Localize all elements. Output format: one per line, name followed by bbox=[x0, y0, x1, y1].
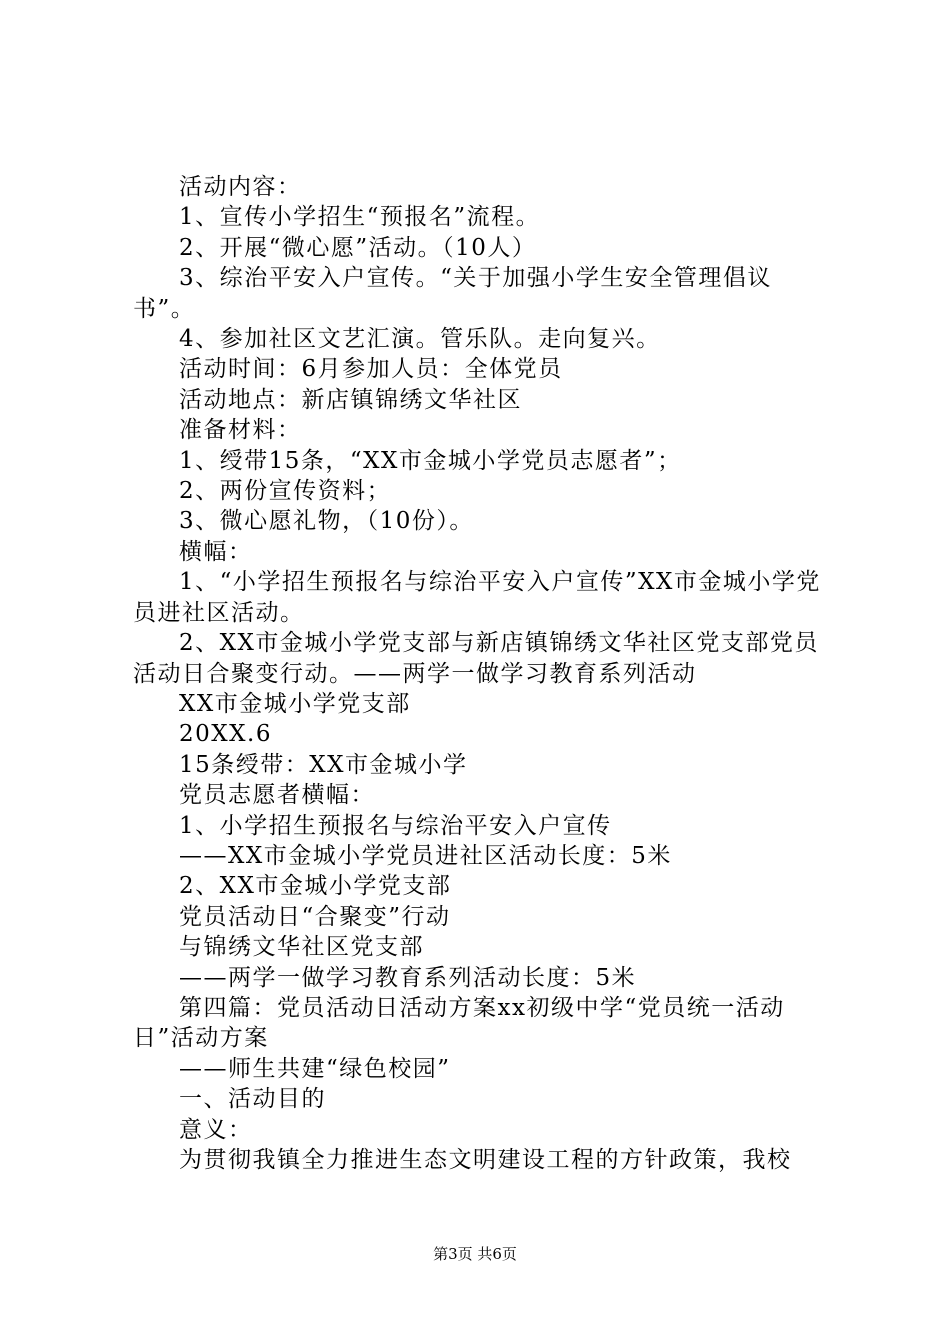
paragraph-banner-2: 2、XX市金城小学党支部与新店镇锦绣文华社区党支部党员活动日合聚变行动。——两学一做学习教育系列活动 bbox=[133, 630, 819, 687]
paragraph-branch-name: XX市金城小学党支部 bbox=[179, 690, 411, 717]
paragraph-volunteer-banner: 党员志愿者横幅： bbox=[179, 782, 375, 809]
paragraph-volunteer-banner-1-length: ——XX市金城小学党员进社区活动长度：5米 bbox=[179, 842, 672, 869]
paragraph-item-3: 3、综治平安入户宣传。“关于加强小学生安全管理倡议书”。 bbox=[133, 265, 772, 322]
paragraph-material-3: 3、微心愿礼物，（10份）。 bbox=[179, 508, 474, 535]
paragraph-volunteer-banner-2: 2、XX市金城小学党支部 bbox=[179, 873, 452, 900]
paragraph-item-2: 2、开展“微心愿”活动。（10人） bbox=[179, 234, 537, 261]
paragraph-activity-content-heading: 活动内容： bbox=[179, 174, 302, 200]
paragraph-item-1: 1、宣传小学招生“预报名”流程。 bbox=[179, 204, 541, 231]
paragraph-policy-text: 为贯彻我镇全力推进生态文明建设工程的方针政策，我校 bbox=[179, 1147, 792, 1173]
paragraph-banner-1: 1、“小学招生预报名与综治平安入户宣传”XX市金城小学党员进社区活动。 bbox=[133, 569, 821, 626]
paragraph-volunteer-banner-1: 1、小学招生预报名与综治平安入户宣传 bbox=[179, 812, 612, 839]
paragraph-section-purpose: 一、活动目的 bbox=[179, 1086, 326, 1113]
paragraph-date: 20XX.6 bbox=[179, 721, 272, 748]
paragraph-significance: 意义： bbox=[179, 1116, 253, 1143]
paragraph-party-day-action: 党员活动日“合聚变”行动 bbox=[179, 903, 451, 930]
paragraph-activity-location: 活动地点：新店镇锦绣文华社区 bbox=[179, 386, 522, 413]
paragraph-activity-time: 活动时间：6月参加人员：全体党员 bbox=[179, 356, 563, 383]
paragraph-sash-text: 15条绶带：XX市金城小学 bbox=[179, 751, 468, 778]
paragraph-banner-heading: 横幅： bbox=[179, 538, 253, 565]
paragraph-materials-heading: 准备材料： bbox=[179, 417, 302, 444]
paragraph-community-branch: 与锦绣文华社区党支部 bbox=[179, 934, 424, 961]
paragraph-material-2: 2、两份宣传资料； bbox=[179, 478, 392, 505]
document-body bbox=[133, 172, 833, 1175]
page-footer: 第3页 共6页 bbox=[433, 1245, 517, 1263]
paragraph-item-4: 4、参加社区文艺汇演。管乐队。走向复兴。 bbox=[179, 326, 661, 353]
paragraph-chapter-four-title: 第四篇：党员活动日活动方案xx初级中学“党员统一活动日”活动方案 bbox=[133, 994, 785, 1052]
paragraph-chapter-four-subtitle: ——师生共建“绿色校园” bbox=[179, 1055, 451, 1082]
paragraph-material-1: 1、绶带15条，“XX市金城小学党员志愿者”； bbox=[179, 447, 682, 474]
paragraph-volunteer-banner-2-length: ——两学一做学习教育系列活动长度：5米 bbox=[179, 964, 637, 991]
